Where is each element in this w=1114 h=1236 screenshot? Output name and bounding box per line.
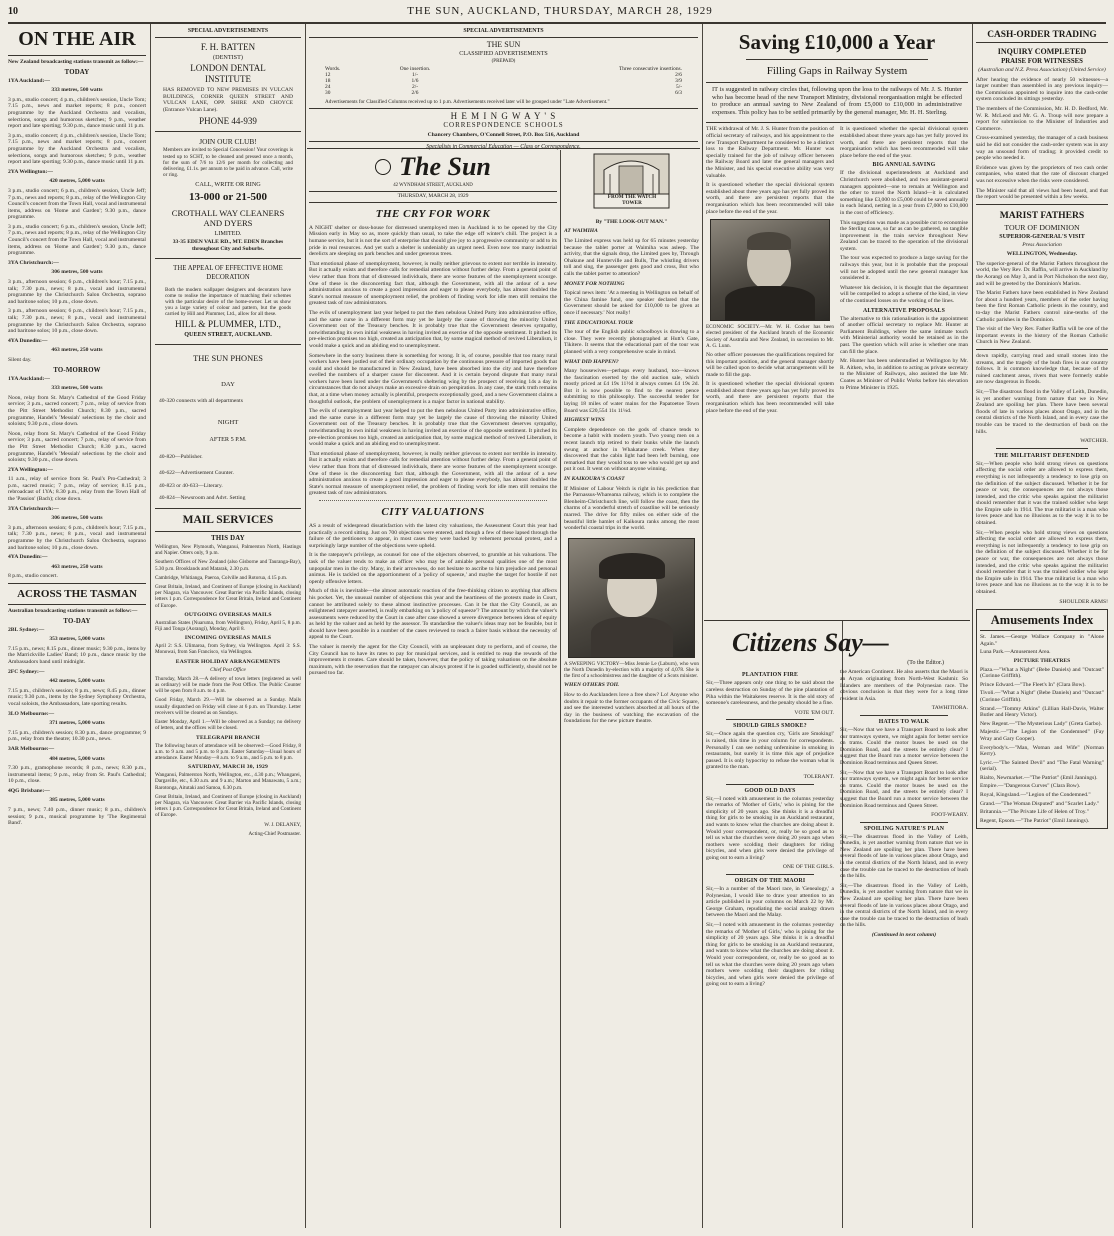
flood-continued: down rapidly, carrying mud and small stones into the streams, and the tragedy of the bush fires in our country follows. It is common knowledge that, because of the ruined catchment areas, rivers that were formerly stable are now dangerous in floods. — [976, 353, 1108, 386]
amusements-title: Amusements Index — [980, 613, 1104, 631]
paper-address: 42 WYNDHAM STREET, AUCKLAND — [393, 183, 473, 188]
railway-article — [706, 26, 968, 626]
letter-2-sign: TOLERANT. — [803, 773, 834, 780]
tasman-station-2: 2FC Sydney:— — [8, 668, 45, 675]
railway-lead: IT is suggested in railway circles that, following upon the loss to the railways of Mr. J. S. Hunter who has become head of the new Transport Ministry, divisional reorganisation might be effected to produce an annual saving to New Zealand of from £5,000 to £10,000 in administrative expenses. This policy has to be settled primarily by the general manager, Mr. H. H. Sterling. — [712, 86, 962, 116]
amusement-item: Rialto, Newmarket.—"The Patriot" (Emil Jannings). — [980, 774, 1098, 781]
tasman-station-5-text: 7 p.m., news; 7.40 p.m., dinner music; 8 p.m., children's session; 9 p.m., musical programme by 'The Regimental Band'. — [8, 807, 146, 827]
station-wellington-tomorrow: 2YA Wellington:— — [8, 466, 53, 473]
watch-tower-column — [564, 150, 699, 1230]
amusement-item: Grand.—"The Woman Disputed" and "Scarlet Lady." — [980, 800, 1100, 807]
mail-text-4: Great Britain, Ireland, and Continent of Europe (closing in Auckland) per Niagara, via Vancouver. Great Barrier via Pacific Islands, closing letters 1 p.m. Correspondence for Great Britain, Ireland and Continent of Europe. — [155, 584, 301, 609]
letter-1-sign: VOTE 'EM OUT. — [794, 709, 834, 716]
economic-society-caption: ECONOMIC SOCIETY.—Mr. W. H. Cocker has been elected president of the Auckland branch of the Economic Society of Australia and New Zealand, in succession to Mr. A. G. Lunn. — [706, 324, 834, 349]
letter-3-title: GOOD OLD DAYS — [744, 787, 796, 794]
phones-day-line: 40-320 connects with all departments — [159, 398, 243, 405]
across-tasman-title: ACROSS THE TASMAN — [17, 588, 137, 600]
wt-s6-title: IN KAIKOURA'S COAST — [564, 476, 625, 482]
cash-order-subtitle: INQUIRY COMPLETED — [997, 47, 1087, 56]
classified-rate-one: 1/6 — [411, 78, 419, 85]
alternative-proposals: ALTERNATIVE PROPOSALS — [863, 307, 945, 314]
letter-6-sign: FOOT-WEARY. — [931, 812, 968, 819]
mail-services-title: MAIL SERVICES — [182, 514, 274, 527]
classified-three-label: Three consecutive insertions. — [618, 65, 682, 72]
letter-1-title: PLANTATION FIRE — [741, 672, 799, 679]
hemingway-subtitle: CORRESPONDENCE SCHOOLS — [443, 121, 564, 130]
editorial-1-p2: That emotional phase of unemployment, however, is really neither grievous to extent nor terrible in intensity. But it actually exists and therefore calls for remedial attention without further delay. From a general point of view rather than from that of distressed individuals, there are worse features of the unemployment scourge. One of these is the disconcerting fact that, although the Government, with all the ardour of a new administration anxious to create a good impression and eager to please everybody, has almost doubled the State's normal measure of unemployment relief, the problem of finding work for idle men still remains the greatest task of raw administrators. — [309, 260, 557, 307]
economic-society-photo — [710, 219, 830, 321]
tasman-station-2-text: 7.15 p.m., children's session; 8 p.m., news; 8.45 p.m., dinner music; 9.30 p.m., items by the Sydney Symphony Orchestra, vocal soloists, the Ambassadors, late sporting results. — [8, 687, 146, 707]
wt-s6-text: If Minister of Labour Veitch is right in his prediction that the Parnassus-Whareama railway, which is to complete the Blenheim-Christchurch line, will follow the coast, then the charms of a wonderful stretch of coastline will be seriously marred. The drive for fifty miles on either side of the beautiful little hamlet of Kaikoura ranks among the most wonderful coastal trips in the world. — [564, 485, 699, 532]
amusement-item: Plaza.—"What a Night" (Bebe Daniels) and "Outcast" (Corinne Griffith). — [980, 666, 1104, 680]
classified-note: Advertisements for Classified Columns received up to 1 p.m. Advertisements received later will be grouped under "Late Advertisement." — [325, 98, 610, 105]
station-christchurch-text-2: 3 p.m., afternoon session; 6 p.m., children's hour; 7.15 p.m., talk; 7.30 p.m., news; 8 p.m., vocal and instrumental programme by the Christchurch Salon Orchestra, soprano and baritone solos; 10 p.m., close down. — [8, 308, 146, 335]
railway-p1b: It is questioned whether the special divisional system established about three years ago has yet fully proved its worth, and there are persistent reports that the reorganisation which has been recommended will take place before the end of the year. — [840, 126, 968, 159]
sun-phones-title: THE SUN PHONES — [193, 354, 263, 364]
right-column — [976, 26, 1108, 1230]
phones-list-4: 40-824—Newsroom and Advt. Setting — [159, 495, 246, 502]
letter-6-text: Sir,—Now that we have a Transport Board to look after our tramways system, we might again for better service on trams. Could the motor buses be used on the Dominion Road, and the streets be entirely clear? I suggest that the Board run a motor service between the Dominion Road terminus and Queen Street. — [840, 726, 968, 766]
masthead-title: THE SUN, AUCKLAND, THURSDAY, MARCH 28, 1929 — [407, 5, 713, 17]
crothall-ltd: LIMITED. — [214, 229, 242, 237]
hemingway-title: H E M I N G W A Y ' S — [450, 110, 557, 121]
wt-s1-title: AT WAIMIHA — [564, 228, 598, 235]
editorial-2-p4: The valuer is merely the agent for the City Council, with an unpleasant duty to perform, and of course, the City Council has to have its rates to pay for municipal services, and is entitled to reap the rewards of the improvements it creates. Care should be taken, however, that the policy of taking valuations on the absolute maximum, with the reservation that the ratepayer can always protest if he is goaded sufficiently, should not be pursued too far. — [309, 644, 557, 677]
editorial-1-p1: A NIGHT shelter or doss-house for distressed unemployed men in Auckland is to be opened by the City Mission early in May so as, more quickly than usual, to take the edge off winter's chill. The project is a humane service, but it is not the sort of enterprise that should give joy to a progressive community or add to its pride in real resources. And yet such a shelter is undeniably an urgent need. Even now too many industrial derelicts are sleeping on park benches and under generous trees. — [309, 224, 557, 258]
station-christchurch-tomorrow-text: 3 p.m., afternoon session; 6 p.m., children's hour; 7.15 p.m., talk; 7.30 p.m., news; 8 p.m., vocal and instrumental programme by the Christchurch Salon Orchestra, soprano and baritone solos; 10 p.m., close down. — [8, 524, 146, 551]
wt-s5-text: Complete dependence on the gods of chance tends to become a habit with modern youth. Two young men on a recent launch trip retired to their bunks while the launch swung at anchor in Whakatane creek. When they discovered that the cabin light had been left burning, one remarked that they would toss to see who would get up and put it out. It went on without anyone winning. — [564, 426, 699, 473]
mail-text-8: Good Friday, March 29.—Will be observed as a Sunday. Mails usually dispatched on Friday will close at 6 p.m. on Thursday. Letter receivers will be cleared as on Sundays. — [155, 697, 301, 716]
batten-role: (DENTIST) — [213, 53, 243, 61]
station-dunedin-power: 463 metres, 250 watts — [51, 347, 103, 354]
militarist-sign: SHOULDER ARMS! — [1059, 598, 1108, 605]
station-christchurch: 3YA Christchurch:— — [8, 259, 59, 266]
militarist-title: THE MILITARIST DEFENDED — [994, 451, 1090, 459]
editorial-2-title: CITY VALUATIONS — [381, 505, 485, 518]
tasman-station-5: 4QG Brisbane:— — [8, 787, 50, 794]
mail-saturday: SATURDAY, MARCH 30, 1929 — [188, 764, 268, 771]
tasman-station-2-power: 442 metres, 5,000 watts — [49, 678, 105, 685]
amusement-item: Luna Park.—Amusement Area. — [980, 649, 1051, 656]
letter-5-text: the American Continent. He also asserts that the Maori is an Aryan originating from North-West Kashmir. So Islanders are members of the Polynesian race. The obvious conclusion is that they were for a long time resident in Asia. — [840, 669, 968, 702]
big-annual-saving: BIG ANNUAL SAVING — [872, 162, 936, 169]
phones-list-3: 40-823 or 40-633—Literary. — [159, 482, 223, 489]
station-auckland-text: 3 p.m., studio concert; 4 p.m., children's session, Uncle Tom; 7.15 p.m., news and market reports; 8 p.m., concert programme by the Auckland Orchestra and vocalists, selections, songs and humorous sketches; 9 p.m., weather report and late sporting; 9.30 p.m., dance music until 11 p.m. — [8, 96, 146, 130]
station-dunedin-tomorrow-power: 463 metres, 250 watts — [51, 563, 103, 570]
crothall-name: CROTHALL WAY CLEANERS AND DYERS — [171, 207, 285, 228]
marist-press: Press Association — [1022, 241, 1062, 248]
railway-alt-2: Mr. Hunter has been understudied at Wellington by Mr. R. Aitken, who, in addition to acting as private secretary to the Minister of Railways, also assisted the late Mr. Coates as Minister of Public Works before his elevation to Prime Minister in 1925. — [840, 358, 968, 391]
railway-p3: It is questioned whether the special divisional system established about three years ago has yet fully proved its worth, and there are persistent reports that the reorganisation which has been recommended will take place before the end of the year. — [706, 381, 834, 414]
tasman-station-5-power: 385 metres, 5,000 watts — [49, 797, 105, 804]
letter-3-sign: ONE OF THE GIRLS. — [782, 864, 834, 871]
classified-title: THE SUN — [486, 40, 521, 50]
phones-list-2: 40-622—Advertisement Counter. — [159, 470, 234, 477]
editorial-2-p3: Much of this is inevitable—the almost automatic reaction of the free-thinking citizen to anything that affects his pocket. Yet, the unusual number of objections this year and the heartiness of the protests made in Court, cannot be attributed solely to these almost instinctive processes. Can it be that the City Council, as an enlightened ratepayer asserted, is really embarking on 'a policy of squeeze'? The amount by which the valuer's assessments were reduced by the Court in case after case showed a severe divergence between ideas of equity as held by the valuer and as held by the assessor. To standardise the valuer's ideas may not be feasible, but it should have been possible in a number of the cases reviewed to reach a fairer basis without the necessity of appeal to the Court. — [309, 588, 557, 641]
mail-telegraph: TELEGRAPH BRANCH — [196, 734, 260, 741]
station-dunedin-tomorrow-text: 8 p.m., studio concert. — [8, 573, 58, 580]
marist-subtitle-2: SUPERIOR-GENERAL'S VISIT — [999, 233, 1085, 240]
station-dunedin-tomorrow: 4YA Dunedin:— — [8, 554, 48, 561]
phones-after: AFTER 5 P.M. — [209, 436, 247, 444]
station-auckland-tomorrow-power: 333 metres, 500 watts — [51, 385, 103, 392]
paper-title: The Sun — [399, 152, 491, 181]
station-auckland-power: 333 metres, 500 watts — [51, 87, 103, 94]
amusement-item: Lyric.—"The Sainted Devil" and "The Fatal Warning" (serial). — [980, 759, 1104, 773]
station-christchurch-tomorrow-power: 306 metres, 500 watts — [51, 515, 103, 522]
classified-rate-words: 24 — [325, 84, 331, 91]
station-auckland: 1YA Auckland:— — [8, 77, 50, 84]
mail-incoming: INCOMING OVERSEAS MAILS — [184, 635, 272, 642]
dental-text: HAS REMOVED TO NEW PREMISES IN VULCAN BUILDINGS, CORNER QUEEN STREET AND VULCAN LANE, OPP. SHIRE AND CHOYCE (Entrance Vulcan Lane). — [163, 87, 293, 113]
railway-subtitle: Filling Gaps in Railway System — [766, 65, 908, 77]
marist-title: MARIST FATHERS — [999, 209, 1085, 221]
railway-saving-1: If the divisional superintendents at Auckland and Christchurch were abolished, and two assistant-general managers appointed—one to remain at Wellington and the other to travel the North Island—it is calculated something like £3,000 to £5,000 could be saved annually in each Island, netting in a year from £7,000 to £10,000 in the cost of efficiency. — [840, 170, 968, 216]
railway-saving-3: The tour was expected to produce a large saving for the railways this year, but it is probable that the proposal will not be adopted until the new general manager has considered it. — [840, 255, 968, 282]
hill-plummer-name: HILL & PLUMMER, LTD., — [174, 319, 282, 330]
classified-heading: SPECIAL ADVERTISEMENTS — [463, 28, 544, 34]
mail-text-2: Southern Offices of New Zealand (also Gisborne and Tauranga-Bay), 5.30 p.m. Brooklands and Matarak, 2.30 p.m. — [155, 559, 301, 572]
classified-prepaid: (PREPAID) — [491, 59, 516, 65]
amusements-subheading: PICTURE THEATRES — [1013, 657, 1071, 664]
railway-title: Saving £10,000 a Year — [738, 30, 936, 54]
wt-s7-text: How to do Aucklanders love a free show? Lo! Anyone who doubts it repair to the former occupants of the Civic Square, and see the interested watchers absorbed at all hours of the day in the business of watching the excavation of the foundations for the new picture theatre. — [564, 691, 699, 725]
letter-2-text: Sir,—Once again the question cry, 'Girls are Smoking!' is raised, this time in your column for correspondents. Personally I can see nothing unfeminine in smoking in restaurants, but surely it is time this age of prejudice passed. It is only hypocrisy to refuse the woman what is granted to the man. — [706, 731, 834, 771]
wt-s2-title: MONEY FOR NOTHING — [564, 280, 625, 287]
across-tasman-intro: Australian broadcasting stations transmit as follow:— — [8, 608, 138, 614]
editorial-column — [309, 150, 557, 1230]
marist-dateline: WELLINGTON, Wednesday. — [1006, 251, 1078, 258]
cash-order-p3: Cross-examined yesterday, the manager of a cash business said he did not consider the cash-order system was in any way an unsound form of trading; it provided credit to people who needed it. — [976, 135, 1108, 162]
letter-4-text-2: Sir,—I noted with amusement in the columns yesterday the remarks of 'Mother of Girls,' who is pining for the simplicity of 20 years ago. She thinks it is a dreadful thing for girls to be smoking in an Auckland restaurant, and wants to know what the churches are doing about it. Would your correspondent, or, really be so good as to tell us what the churches were doing 20 years ago when mothers were scolding their daughters for riding bicycles, and when girls were denied the privilege of going out to earn a living? — [706, 922, 834, 988]
militarist-text-2: Sir,—When people who hold strong views on questions affecting the social order are allowed to express them, everything is not infrequently a tendency to lose grip on the definition of the subject discussed. Whether it be for peace or war, the consequences are not always those intended, and the critic who speaks against the militarist should remember that it was the trained soldier who kept the Empire safe in 1914. The true militarist is a man who loves peace and has no illusions as to the way it is to be obtained. — [976, 529, 1108, 595]
classified-rate-words: 30 — [325, 90, 331, 97]
mail-text-6: April 2: S.S. Ulimaroa, from Sydney, via Wellington. April 3: S.S. Monowai, from San Francisco, via Wellington. — [155, 643, 301, 656]
marist-p3: The visit of the Very Rev. Father Raffin will be one of the important events in the history of the Roman Catholic Church in New Zealand. — [976, 326, 1108, 346]
on-the-air-title: ON THE AIR — [18, 28, 136, 50]
wt-s1-text: The Limited express was held up for 65 minutes yesterday because the tablet porter at Waimiha was asleep. The activity, that the signals drop, the Limited goes by, Through Ohakune and Hunterville and Bulls, The whistling drivers toll and sing, the passenger gets good and cross, But who calls the tablet porter to attention? — [564, 238, 699, 277]
phones-night: NIGHT — [217, 418, 239, 426]
page-number: 10 — [8, 6, 18, 17]
tasman-station-4-power: 484 metres, 5,000 watts — [49, 755, 105, 762]
railway-saving-4: Whatever his decision, it is thought that the department will be compelled to adopt a scheme of the kind, in view of the continued losses on the working of the lines. — [840, 284, 968, 305]
amusement-item: Prince Edward.—"The Fleet's In" (Clara Bow). — [980, 681, 1086, 688]
classified-rate-three: 6/3 — [675, 90, 682, 97]
classified-rate-one: 2/6 — [411, 90, 419, 97]
mail-text-7: Thursday, March 28.—A delivery of town letters (registered as well as ordinary) will be made from the Post Office. The Public Counter will be open from 8 a.m. to 4 p.m. — [155, 675, 301, 695]
mail-text-10: The following hours of attendance will be observed:—Good Friday, 8 a.m. to 9 a.m. and 5 p.m. to 8 p.m. Easter Saturday—Usual hours of attendance. Easter Monday—8 a.m. to 9 a.m., and 5 p.m. to 8 p.m. — [155, 742, 301, 761]
crothall-phones: 13-000 or 21-500 — [188, 190, 267, 203]
mail-text-3: Cambridge, Whitianga, Paeroa, Colville and Rotorua, 4.15 p.m. — [155, 574, 288, 581]
dental-phone: PHONE 44-939 — [199, 115, 257, 126]
classified-words-label: Words. — [325, 65, 341, 72]
wt-s2-text: Topical news item: 'At a meeting in Wellington on behalf of the China famine fund, one speaker declared that the Government should be asked for £10,000 to be given at once if necessary.' Not really! — [564, 290, 699, 316]
tasman-station-1-text: 7.15 p.m., news; 8.15 p.m., dinner music; 9.30 p.m., items by the Marrickville Ladies' Band; 10 p.m., dance music by the Ambassadors band until midnight. — [8, 645, 146, 665]
amusement-item: Everybody's.—"Man, Woman and Wife" (Norman Kerry). — [980, 744, 1104, 758]
mail-signature-role: Acting-Chief Postmaster. — [248, 830, 301, 837]
editorial-1-p6: That emotional phase of unemployment, however, is really neither grievous to extent nor terrible in intensity. But it actually exists and therefore calls for remedial attention without further delay. From a general point of view rather than from that of distressed individuals, there are worse features of the unemployment scourge. One of these is the disconcerting fact that, although the Government, with all the ardour of a new administration anxious to create a good impression and eager to please everybody, has almost doubled the State's normal measure of unemployment relief, the problem of finding work for idle men still remains the greatest task of raw administrators. — [309, 450, 557, 497]
batten-name: F. H. BATTEN — [200, 42, 256, 53]
tasman-station-4: 3AR Melbourne:— — [8, 745, 55, 752]
station-wellington-power: 420 metres, 5,000 watts — [49, 178, 105, 185]
amusement-item: Tivoli.—"What a Night" (Bebe Daniels) and "Outcast" (Corinne Griffith). — [980, 690, 1104, 703]
mail-this-day: THIS DAY — [211, 535, 245, 543]
flood-sign: WATCHER. — [1080, 438, 1108, 445]
editorial-2-p2: It is the ratepayer's privilege, as counsel for one of the objectors observed, to grumble at his valuations. The task of the valuer tends to make an officer who may be of amiable personal qualities one of the most unpopular men in the city. Many, in their arrowness, do not hesitate to ascribe to him prejudice and personal animus. He is tackled on the apportionment of a 'policy of squeeze,' and maybe the target for hostile if not openly offensive letters. — [309, 552, 557, 585]
mail-text-11b: Great Britain, Ireland, and Continent of Europe (closing in Auckland) per Niagara, via Vancouver. Great Barrier via Pacific Islands, closing letters 1 p.m. Correspondence for Great Britain, Ireland and Continent of Europe. — [155, 793, 301, 819]
editorial-1-p4: Somewhere in the sorry business there is something for wrong. It is, of course, possible that too many rural workers have been jostled out of their ordinary occupation by the continuous pressure of imported goods that could and should be manufactured in New Zealand, have been absorbed into the city and have therefore swelled the numbers of a sharper cause for discontent. And it is certain beyond dispute that many rural workers have been lured under the Government's sheltering wing by the prospect of receiving 14s a day in circumstances that do not always make an excessive drain on perspiration. In any case, the stark truth remains that, at a time when money actually is plentiful, prospects exceptionally good, and a new Government claims a thoughtful outlook, the problem of unemployment is a major factor in national stability. — [309, 352, 557, 405]
amusement-item: Regent, Epsom.—"The Patriot" (Emil Jannings). — [980, 817, 1090, 824]
wt-s7-title: WHEN OTHERS TOIL — [564, 682, 620, 689]
on-the-air-column — [8, 26, 146, 1226]
wt-s5-title: HIGHEST WINS — [564, 417, 605, 424]
watch-tower-byline: By "THE LOOK-OUT MAN." — [595, 219, 668, 225]
station-auckland-text-2: 3 p.m., studio concert; 4 p.m., children's session, Uncle Tom; 7.15 p.m., news and market reports; 8 p.m., concert programme by the Auckland Orchestra and vocalists, selections, songs and humorous sketches; 9 p.m., weather report and late sporting; 9.30 p.m., dance music until 11 p.m. — [8, 132, 146, 166]
station-auckland-tomorrow: 1YA Auckland:— — [8, 375, 50, 382]
station-dunedin: 4YA Dunedin:— — [8, 337, 48, 344]
station-dunedin-text: Silent day. — [8, 356, 32, 363]
mail-text-1: Wellington, New Plymouth, Wanganui, Palmerston North, Hastings and Napier. Otters only, 9 p.m. — [155, 544, 301, 557]
paper-date: THURSDAY, MARCH 28, 1929 — [397, 193, 469, 200]
letter-3-text: Sir,—I noted with amusement in the columns yesterday the remarks of 'Mother of Girls,' who is pining for the simplicity of 20 years ago. She thinks it is a dreadful thing for girls to be smoking in an Auckland restaurant, and wants to know what the churches are doing about it. Would your correspondent, or, really be so good as to tell us what the churches were doing 20 years ago when mothers were scolding their daughters for riding bicycles, and when girls were denied the privilege of going out to earn a living? — [706, 795, 834, 861]
letter-4-title: ORIGIN OF THE MAORI — [734, 878, 806, 885]
tasman-station-3: 3LO Melbourne:— — [8, 710, 55, 717]
amusement-item: Royal, Kingsland.—"Legion of the Condemned." — [980, 792, 1091, 799]
cash-order-subtitle-2: PRAISE FOR WITNESSES — [1001, 58, 1083, 65]
mail-text-9: Easter Monday, April 1.—Will be observed as a Sunday; no delivery of letters, and the offices will be closed. — [155, 719, 301, 732]
sweeping-victory-caption: A SWEEPING VICTORY—Miss Jennie Le (Laburn), who won the North Dunedin by-election with a majority of 4,078. She is the first of a schoolmistress and the daughter of a Scots minister. — [564, 660, 699, 680]
wt-s4-text: Many housewives—perhaps every husband, too—knows the fascination exerted by the old auction sale, which mostly priced at £4 19s 11½d it always comes £4 19s 2d. But it is now possible to find to the nearest pence submitting to this philosophy. The successful tender for laying 18 miles of water mains for the Papatoetoe Town Board was £20,554 11s 11¼d. — [564, 368, 699, 414]
classified-rate-one: 2/- — [412, 84, 418, 91]
classified-subtitle: CLASSIFIED ADVERTISEMENTS — [459, 50, 548, 57]
dental-title: LONDON DENTAL INSTITUTE — [190, 63, 266, 85]
crothall-call: CALL, WRITE OR RING — [195, 181, 261, 189]
wt-s4-title: WHAT DID HAPPEN? — [564, 358, 619, 365]
militarist-text: Sir,—When people who hold strong views on questions affecting the social order are allowed to express them, everything is not infrequently a tendency to lose grip on the definition of the subject discussed. Whether it be for peace or war, the consequences are not always those intended, and the critic who speaks against the militarist should remember that it was the trained soldier who kept the Empire safe in 1914. The true militarist is a man who loves peace and has no illusions as to the way it is to be obtained. — [976, 460, 1108, 527]
mail-easter: EASTER HOLIDAY ARRANGEMENTS — [175, 658, 281, 665]
cash-order-title: CASH-ORDER TRADING — [987, 30, 1097, 40]
special-ads-heading: SPECIAL ADVERTISEMENTS — [187, 28, 269, 34]
appeal-title: THE APPEAL OF EFFECTIVE HOME DECORATION — [173, 265, 283, 282]
hemingway-address: Chancery Chambers, O'Connell Street, P.O. Box 516, Auckland — [427, 131, 580, 138]
mail-chief: Chief Post Office — [210, 666, 246, 673]
wt-s3-text: The tour of the English public schoolboys is drawing to a close. They were recently photographed at Hutt's Gate, Tikitere. It seems that the educational part of the tour was planned with a very comprehensive scale in mind. — [564, 329, 699, 355]
classified-rate-words: 12 — [325, 71, 331, 78]
watch-tower-title: FROM THE WATCH TOWER — [607, 194, 657, 206]
classified-rate-three: 5/- — [676, 84, 682, 91]
marist-p2: The Marist Fathers have been established in New Zealand for about a hundred years, members of the order having been the first Roman Catholic priests in the country, and to-day the Marist Fathers control nine-tenths of the Catholic parishes in the Dominion. — [976, 290, 1108, 323]
classified-rate-three: 3/9 — [675, 78, 682, 85]
classified-rate-one: 1/- — [412, 71, 418, 78]
editorial-1-p5: The evils of unemployment last year helped to put the then nebulous United Party into administrative office, and the same curse in a different form may yet be largely the cause of throwing the minority United Government out of the Treasury benches. It is probably true that the Government deserves sympathy, notwithstanding its own initial weakness in having invited an exercise of the opposite sentiment. It pitched its pre-election promises too high, created an anticipation that, by some magical method of revived Liberalism, it would make a quick and an abiding end to unemployment. — [309, 408, 557, 448]
tasman-today: TO-DAY — [63, 617, 91, 625]
letter-2-title: SHOULD GIRLS SMOKE? — [733, 723, 807, 730]
station-wellington-text-2: 3 p.m., studio concert; 6 p.m., children's session, Uncle Jeff; 7 p.m., news and reports; 8 p.m., relay of the Wellington City Council's concert from the Town Hall, vocal and instrumental items, address on 'Home and Garden'; 9.30 p.m., dance programme. — [8, 223, 146, 257]
citizens-subtitle: (To the Editor.) — [907, 660, 944, 666]
station-wellington-tomorrow-text: 11 a.m., relay of service from St. Paul's Pro-Cathedral; 3 p.m., sacred music; 7 p.m., relay of service; 8.15 p.m., rebroadcast of 1YA; 8.30 p.m., relay from the Town Hall of the 'Passion' (Bach); close down. — [8, 476, 146, 503]
amusements-index-box — [976, 609, 1108, 829]
phones-list-1: 40-820—Publisher. — [159, 453, 203, 460]
letter-5-sign: TAWHITIORA. — [931, 705, 968, 712]
letter-1-text: Sir,—Three appears only one thing to be said about the careless destruction on Sunday of the pine plantation of Piha within the Waitakeres reserve. It is the old story of someone's carelessness, and the penalty should be a fine. — [706, 680, 834, 707]
crothall-address: 33-35 EDEN VALE RD., MT. EDEN Branches throughout City and Suburbs. — [172, 239, 284, 252]
station-auckland-tomorrow-text: Noon, relay from St. Mary's Cathedral of the Good Friday service; 3 p.m., sacred concert; 7 p.m., relay of service from the Pitt Street Methodist Church; 8.30 p.m., sacred programme, Handel's 'Messiah' selections by the choir and soloists; 9.30 p.m., close down. — [8, 394, 146, 428]
sun-logo-icon — [375, 159, 391, 175]
cash-order-press: (Australian and N.Z. Press Association) (United Service) — [978, 67, 1106, 73]
railway-p1: THE withdrawal of Mr. J. S. Hunter from the position of official secretary of railways, and his appointment to the new Transport Department he considered to be a distinct loss to the Railway Department. Mr. Hunter was specially trained for the job of railway officer between the Railway Board and later the general managers and the Minister, and his special executive ability was very valuable. — [706, 126, 834, 179]
letter-7-title: SPOILING NATURE'S PLAN — [863, 825, 945, 832]
amusement-item: Britannia.—"The Private Life of Helen of Troy." — [980, 809, 1089, 816]
letter-6-title: HATES TO WALK — [878, 718, 930, 725]
station-christchurch-power: 306 metres, 500 watts — [51, 269, 103, 276]
mail-text-5: Australian States (Nuaruma, from Wellington), Friday, April 5, 8 p.m. Fiji and Tonga (Aorangi), Monday, April 8. — [155, 619, 301, 633]
amusement-item: Majestic.—"The Legion of the Condemned" (Fay Wray and Gary Cooper). — [980, 729, 1104, 742]
station-wellington: 2YA Wellington:— — [8, 168, 53, 175]
amusement-item: St. James.—George Wallace Company in "Alone Again." — [980, 634, 1104, 647]
station-christchurch-tomorrow: 3YA Christchurch:— — [8, 505, 59, 512]
today-heading: TODAY — [64, 68, 90, 76]
club-title: JOIN OUR CLUB! — [199, 137, 257, 146]
amusement-item: New Regent.—"The Mysterious Lady" (Greta Garbo). — [980, 720, 1102, 727]
station-christchurch-text: 3 p.m., afternoon session; 6 p.m., children's hour; 7.15 p.m., talk; 7.30 p.m., news; 8 p.m., vocal and instrumental programme by the Christchurch Salon Orchestra, soprano and baritone solos; 10 p.m., close down. — [8, 279, 146, 305]
letter-4-text: Sir,—In a number of the Maori race, in 'Genealogy,' a Polynesian, I would like to draw your attention to an article published in your columns on March 22 by Mr. George Graham, repudiating the social analogy drawn between the Maori and the Malay. — [706, 886, 834, 919]
editorial-2-p1: AS a result of widespread dissatisfaction with the latest city valuations, the Assessment Court this year had practically a record sitting. Just on 700 objections were entered, and though a few of these lapsed through the failure of the petitioners to appear, in most cases they were backed by vehement personal protest, and a surprisingly large number of the objections were upheld. — [309, 522, 557, 549]
wt-s3-title: THE EDUCATIONAL TOUR — [564, 319, 633, 326]
letter-7-text-2: Sir,—The disastrous flood in the Valley of Leith, Dunedin, is yet another warning from nature that we in New Zealand are spoiling her plan. There have been several floods of late in various places about Otago, and in the central districts of the North Island, and in every case the trouble can be traced to the destruction of bush on the hills. — [840, 882, 968, 929]
citizens-say — [706, 622, 968, 1230]
amusement-item: Strand.—"Tommy Atkins" (Lillian Hall-Davis, Walter Butler and Henry Victor). — [980, 705, 1104, 719]
cash-order-p5: The Minister said that all views had been heard, and that the report would be presented within a few weeks. — [976, 187, 1108, 201]
cash-order-p4: Evidence was given by the proprietors of two cash order companies, who stated that the rate of discount charged was not excessive when the risks were considered. — [976, 164, 1108, 184]
marist-subtitle: TOUR OF DOMINION — [1004, 222, 1080, 232]
classified-rate-words: 18 — [325, 78, 331, 85]
special-ads-column — [155, 26, 301, 1226]
mail-signature: W. J. DELANEY, — [264, 821, 301, 828]
editorial-1-p3: The evils of unemployment last year helped to put the then nebulous United Party into administrative office, and the same curse in a different form may yet be largely the cause of throwing the minority United Government out of the Treasury benches. It is probably true that the Government deserves sympathy, notwithstanding its own initial weakness in having invited an exercise of the opposite sentiment. It pitched its pre-election promises too high, created an anticipation that, by some magical method of revived Liberalism, it would make a quick and an abiding end to unemployment. — [309, 309, 557, 349]
mail-outgoing: OUTGOING OVERSEAS MAILS — [184, 611, 272, 618]
classified-one-label: One insertion. — [399, 65, 431, 72]
amusement-item: Empire.—"Dangerous Curves" (Clara Bow). — [980, 783, 1081, 790]
tasman-station-3-text: 7.15 p.m., children's session; 8.30 p.m., dance programme; 9 p.m., relay from the theatre; 10.30 p.m., news. — [8, 729, 146, 743]
phones-day: DAY — [221, 380, 235, 388]
hill-plummer-address: QUEEN STREET, AUCKLAND. — [184, 331, 272, 339]
tasman-station-1-power: 353 metres, 5,000 watts — [49, 636, 105, 643]
station-wellington-text: 3 p.m., studio concert; 6 p.m., children's session, Uncle Jeff; 7 p.m., news and reports; 8 p.m., relay of the Wellington City Council's concert from the Town Hall, vocal and instrumental items, address on 'Home and Garden'; 9.30 p.m., dance programme. — [8, 187, 146, 221]
tasman-station-4-text: 7.30 p.m., gramophone records; 8 p.m., news; 8.30 p.m., instrumental items; 9 p.m., relay from St. Paul's Cathedral; 10 p.m., close. — [8, 765, 146, 785]
tasman-station-3-power: 371 metres, 5,000 watts — [49, 720, 105, 727]
railway-no-other: No other officer possesses the qualifications required for this important position, and the general manager shortly will be called upon to decide what arrangements will be made to fill the gap. — [706, 351, 834, 378]
tomorrow-heading: TO-MORROW — [53, 366, 101, 374]
railway-alt-1: The alternative to this rationalisation is the appointment of another official secretary to replace Mr. Hunter at Parliament Buildings, where the same intimate touch with Ministerial authority would be retained as in the past. The question which will arise is whether one man can fill the place. — [840, 315, 968, 355]
flood-continued-2: Sir,—The disastrous flood in the Valley of Leith, Dunedin, is yet another warning from nature that we in New Zealand are spoiling her plan. There have been several floods of late in various places about Otago, and in the central districts of the North Island, and in every case the trouble can be traced to the destruction of bush on the hills. — [976, 388, 1108, 435]
classified-rate-row — [325, 90, 682, 96]
mail-text-11: Wanganui, Palmerston North, Wellington, etc., 4.30 p.m.; Whangarei, Dargaville, etc., 6.30 a.m. and 9 a.m.; Marton and Manawatu, 5 a.m.; Rarotonga, Aitutaki and Samoa, 6.30 p.m. — [155, 772, 301, 791]
cash-order-p1: After hearing the evidence of nearly 50 witnesses—a larger number than assembled in any previous inquiry—the Commission appointed to inquire into the cash-order system concluded its sittings yesterday. — [976, 76, 1108, 103]
letter-7-more: (Continued in next column) — [871, 932, 937, 938]
railway-saving-2: This suggestion was made as a possible cut to economise the Sterling cause, so far as can be gathered, no tangible improvement in the train service throughout New Zealand can be traced to the operation of the divisional system. — [840, 219, 968, 252]
classified-rate-three: 2/6 — [675, 71, 682, 78]
club-text: Members are invited to Special Concession! Your coverings is tested up to SCHT, to be cleaned and pressed once a month, for the sum of 7/6 to 12/6 per month for collecting and delivering, £1.1s. per annum to be paid in advance. Call, write or ring. — [163, 147, 293, 179]
railway-p2: It is questioned whether the special divisional system established about three years ago has yet fully proved its worth, and there are persistent reports that the reorganisation which has been recommended will take place before the end of the year. — [706, 182, 834, 215]
station-auckland-tomorrow-text-2: Noon, relay from St. Mary's Cathedral of the Good Friday service; 3 p.m., sacred concert; 7 p.m., relay of service from the Pitt Street Methodist Church; 8.30 p.m., sacred programme, Handel's 'Messiah' selections by the choir and soloists; 9.30 p.m., close down. — [8, 430, 146, 464]
sweeping-victory-photo — [568, 538, 695, 658]
on-the-air-intro: New Zealand broadcasting stations transmit as follow:— — [8, 59, 144, 65]
classified-box — [309, 26, 698, 146]
cash-order-p2: The members of the Commission, Mr. H. D. Bedford, Mr. W. R. McLeod and Mr. G. A. Troup will now prepare a report for submission to the Minister of Industries and Commerce. — [976, 105, 1108, 132]
marist-p1: The superior-general of the Marist Fathers throughout the world, the Very Rev. Dr. Raffin, will arrive in Auckland by the Aorangi on May 3, and in Port Nicholson the next day, and will be greeted by the Dominion's Marists. — [976, 260, 1108, 287]
letter-6-text-2: Sir,—Now that we have a Transport Board to look after our tramways system, we might again for better service on trams. Could the motor buses be used on the Dominion Road, and the streets be entirely clear? I suggest that the Board run a motor service between the Dominion Road terminus and Queen Street. — [840, 769, 968, 809]
editorial-1-title: THE CRY FOR WORK — [375, 207, 491, 220]
citizens-title: Citizens Say— — [732, 628, 889, 657]
tasman-station-1: 2BL Sydney:— — [8, 626, 45, 633]
appeal-text: Both the modern wallpaper designers and decorators have come to realise the importance of matching their schemes with the particular desire of the home-owner. Let us show you a large variety of colour and pattern, but the goods carried by Hill and Plummer, Ltd., allow for all these. — [165, 286, 291, 318]
letter-7-text: Sir,—The disastrous flood in the Valley of Leith, Dunedin, is yet another warning from nature that we in New Zealand are spoiling her plan. There have been several floods of late in various places about Otago, and in the central districts of the North Island, and in every case the trouble can be traced to the destruction of bush on the hills. — [840, 833, 968, 880]
